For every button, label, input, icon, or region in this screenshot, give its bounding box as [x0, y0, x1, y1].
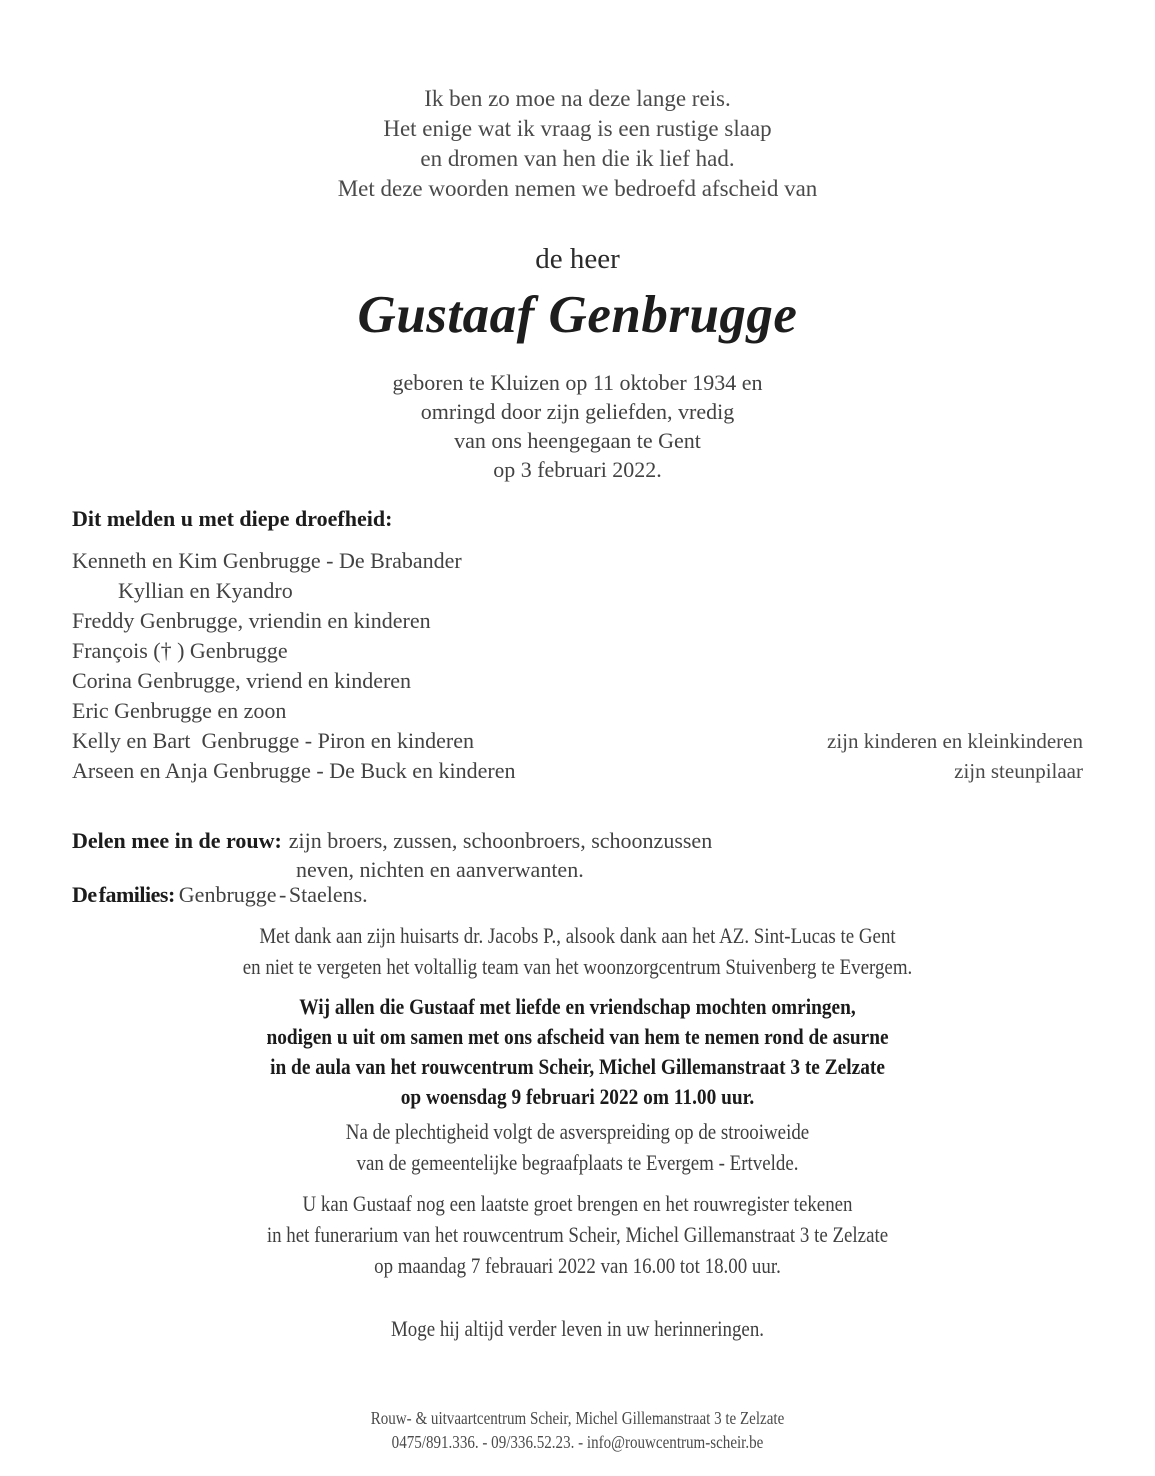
poem-line: en dromen van hen die ik lief had. [420, 146, 735, 171]
family-member: Eric Genbrugge en zoon [72, 698, 287, 723]
thanks-paragraph [81, 920, 1074, 982]
family-member: Arseen en Anja Genbrugge - De Buck en kinderen [72, 758, 516, 783]
mourning-label: Delen mee in de rouw: [72, 828, 282, 853]
funeral-home-address: Rouw- & uitvaartcentrum Scheir, Michel Gillemanstraat 3 te Zelzate [370, 1408, 785, 1428]
family-member-row [72, 726, 1083, 756]
greeting-line: in het funerarium van het rouwcentrum Scheir, Michel Gillemanstraat 3 te Zelzate [266, 1222, 889, 1247]
opening-poem [0, 84, 1155, 204]
families-label: De families: [72, 882, 175, 907]
deceased-name: Gustaaf Genbrugge [357, 286, 798, 344]
birth-line: geboren te Kluizen op 11 oktober 1934 en [392, 370, 763, 395]
invitation-line: Wij allen die Gustaaf met liefde en vriendschap mochten omringen, [299, 994, 856, 1019]
family-member-deceased: François († ) Genbrugge [72, 638, 288, 663]
mourning-section [72, 826, 1083, 884]
thanks-line: Met dank aan zijn huisarts dr. Jacobs P., alsook dank aan het AZ. Sint-Lucas te Gent [259, 923, 896, 948]
greeting-line: op maandag 7 febrauari 2022 van 16.00 tot 18.00 uur. [374, 1253, 781, 1278]
ash-scattering-paragraph [81, 1116, 1074, 1178]
relationship-annotation: zijn steunpilaar [954, 759, 1083, 783]
death-date-line: op 3 februari 2022. [493, 457, 662, 482]
family-member: Corina Genbrugge, vriend en kinderen [72, 668, 412, 693]
family-member: Kenneth en Kim Genbrugge - De Brabander [72, 548, 462, 573]
family-list [72, 546, 1083, 756]
invitation-line: op woensdag 9 februari 2022 om 11.00 uur. [400, 1084, 755, 1109]
supporter-row [72, 758, 1083, 784]
families-names: Genbrugge - Staelens. [178, 882, 368, 907]
mourning-line1 [72, 826, 1083, 855]
death-place-line: van ons heengegaan te Gent [454, 428, 701, 453]
scattering-line: Na de plechtigheid volgt de asverspreiding op de strooiweide [345, 1119, 810, 1144]
relationship-annotation: zijn kinderen en kleinkinderen [827, 729, 1083, 753]
thanks-line: en niet te vergeten het voltallig team van het woonzorgcentrum Stuivenberg te Evergem. [242, 954, 913, 979]
invitation-line: in de aula van het rouwcentrum Scheir, Michel Gillemanstraat 3 te Zelzate [270, 1054, 885, 1079]
life-dates [0, 368, 1155, 484]
family-member-grandchildren: Kyllian en Kyandro [118, 578, 293, 603]
funeral-home-contact: 0475/891.336. - 09/336.52.23. - info@rouwcentrum-scheir.be [391, 1432, 764, 1452]
ceremony-invitation [81, 992, 1074, 1112]
poem-line: Het enige wat ik vraag is een rustige slaap [383, 116, 772, 141]
funeral-home-footer [81, 1406, 1074, 1454]
life-line: omringd door zijn geliefden, vredig [420, 399, 735, 424]
salutation: de heer [535, 243, 620, 275]
invitation-line: nodigen u uit om samen met ons afscheid van hem te nemen rond de asurne [266, 1024, 889, 1049]
mourning-text: zijn broers, zussen, schoonbroers, schoonzussen [288, 828, 713, 853]
announcement-heading: Dit melden u met diepe droefheid: [72, 506, 393, 531]
family-member: Kelly en Bart Genbrugge - Piron en kinderen [72, 728, 474, 753]
poem-line: Ik ben zo moe na deze lange reis. [424, 86, 731, 111]
family-member: Freddy Genbrugge, vriendin en kinderen [72, 608, 431, 633]
poem-line: Met deze woorden nemen we bedroefd afscheid van [337, 176, 818, 201]
closing-sentence: Moge hij altijd verder leven in uw herinneringen. [390, 1316, 765, 1341]
scattering-line: van de gemeentelijke begraafplaats te Evergem - Ertvelde. [356, 1150, 799, 1175]
mourning-line2: neven, nichten en aanverwanten. [296, 857, 584, 882]
last-greeting-paragraph [81, 1188, 1074, 1281]
greeting-line: U kan Gustaaf nog een laatste groet brengen en het rouwregister tekenen [302, 1191, 853, 1216]
families-line [72, 882, 368, 908]
